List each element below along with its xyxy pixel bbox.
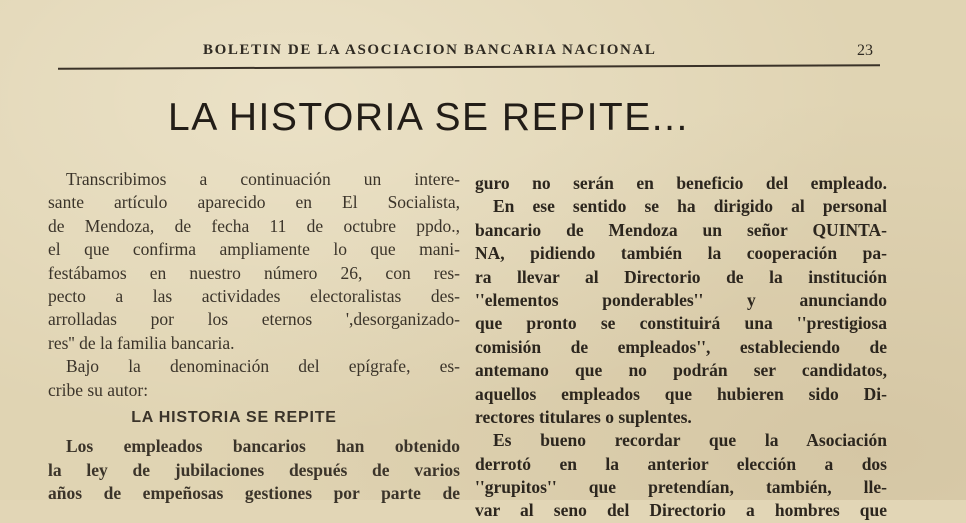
header-rule [58, 64, 880, 70]
text-line: sante artículo aparecido en El Socialista, [48, 192, 460, 213]
text-line: pecto a las actividades electoralistas des- [48, 285, 460, 306]
running-head: BOLETIN DE LA ASOCIACION BANCARIA NACIONAL [203, 42, 657, 58]
text-line: Bajo la denominación del epígrafe, es- [66, 356, 460, 377]
text-line: ''grupitos'' que pretendían, también, lle- [475, 477, 887, 498]
text-line: que pronto se constituirá una ''prestigiosa [475, 313, 887, 334]
page-number: 23 [857, 42, 873, 59]
text-line: Los empleados bancarios han obtenido [66, 436, 460, 457]
text-line: cribe su autor: [48, 379, 149, 400]
text-line: de Mendoza, de fecha 11 de octubre ppdo., [48, 215, 460, 236]
text-line: ''elementos ponderables'' y anunciando [475, 289, 887, 310]
text-line: rectores titulares o suplentes. [475, 406, 692, 427]
text-line: festábamos en nuestro número 26, con res- [48, 262, 460, 283]
text-line: res'' de la familia bancaria. [48, 332, 235, 353]
text-line: la ley de jubilaciones después de varios [48, 459, 460, 480]
text-line: derrotó en la anterior elección a dos [475, 453, 887, 474]
text-line: var al seno del Directorio a hombres que [475, 500, 887, 521]
right-column [475, 172, 887, 523]
text-line: NA, pidiendo también la cooperación pa- [475, 243, 887, 264]
text-line: bancario de Mendoza un señor QUINTA- [475, 219, 887, 240]
text-line: Transcribimos a continuación un intere- [66, 169, 460, 189]
text-line: arrolladas por los eternos ',desorganizado- [48, 309, 460, 330]
text-line: guro no serán en beneficio del empleado. [475, 173, 887, 193]
text-line: Es bueno recordar que la Asociación [493, 430, 887, 451]
quoted-article [48, 435, 460, 505]
text-line: aquellos empleados que hubieren sido Di- [475, 383, 887, 404]
text-line: el que confirma ampliamente lo que mani- [48, 239, 460, 260]
left-column [48, 168, 460, 505]
text-line: antemano que no podrán ser candidatos, [475, 360, 887, 381]
text-line: ra llevar al Directorio de la institución [475, 266, 887, 287]
article-subheading: LA HISTORIA SE REPITE [131, 408, 337, 426]
text-line: comisión de empleados'', estableciendo de [475, 336, 887, 357]
text-line: años de empeñosas gestiones por parte de [48, 483, 460, 504]
article-title: LA HISTORIA SE REPITE... [168, 96, 689, 139]
text-line: En ese sentido se ha dirigido al personal [493, 196, 887, 217]
